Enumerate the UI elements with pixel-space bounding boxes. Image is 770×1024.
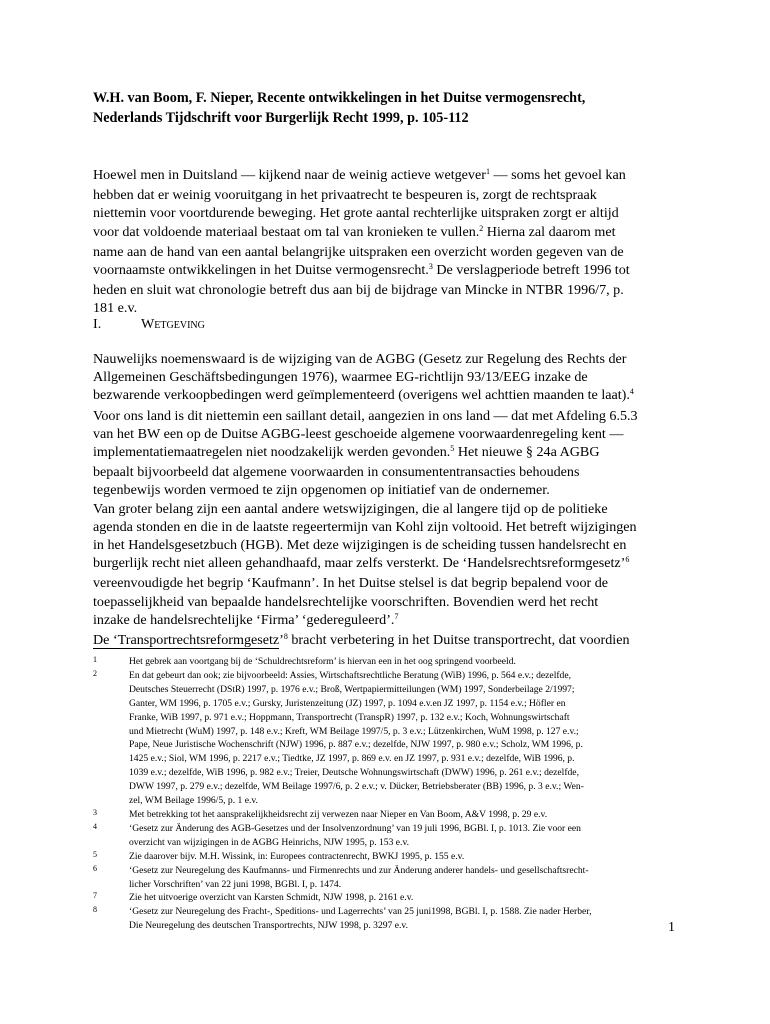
text-line	[93, 186, 693, 204]
footnote	[93, 808, 683, 822]
footnote-number: 8	[93, 905, 97, 915]
footnote-line: Zie daarover bijv. M.H. Wissink, in: Europees contractenrecht, BWKJ 1995, p. 155 e.v.	[129, 850, 465, 862]
footnote-line: zel, WM Beilage 1996/5, p. 1 e.v.	[129, 795, 258, 807]
footnote-text	[129, 822, 683, 850]
line-text-continued: Hierna zal daarom met	[483, 223, 616, 240]
footnote-reference[interactable]: 7	[394, 611, 399, 621]
text-line	[93, 425, 693, 443]
line-text-continued: — soms het gevoel kan	[489, 167, 626, 183]
footnote-line: Zie het uitvoerige overzicht van Karsten Schmidt, NJW 1998, p. 2161 e.v.	[129, 892, 414, 904]
line-text: niettemin voor voortdurende beweging. Het grote aantal rechterlijke uitspraken zorgt er altijd	[93, 205, 619, 222]
line-text: Hoewel men in Duitsland — kijkend naar de weinig actieve wetgever	[93, 167, 486, 183]
text-line	[93, 261, 693, 281]
footnote-line: Het gebrek aan voortgang bij de ‘Schuldrechtsreform’ is hiervan een in het oog springend voorbeeld.	[129, 656, 516, 667]
line-text: Nauwelijks noemenswaard is de wijziging van de AGBG (Gesetz zur Regelung des Rechts der	[93, 351, 627, 367]
line-text: toepasselijkheid van bepaalde handelsrechtelijke voorschriften. Bovendien werd het recht	[93, 593, 599, 610]
footnotes	[93, 655, 683, 933]
footnote-separator	[93, 648, 279, 649]
page-number: 1	[668, 920, 675, 935]
line-text: inzake de handelsrechtelijke ‘Firma’ ‘gedereguleerd’.	[93, 611, 395, 628]
footnote	[93, 905, 683, 933]
line-text: vereenvoudigde het begrip ‘Kaufmann’. In het Duitse stelsel is dat begrip bepalend voor de	[93, 575, 609, 592]
footnote-reference[interactable]: 5	[450, 444, 455, 454]
footnote-line: En dat gebeurt dan ook; zie bijvoorbeeld: Assies, Wirtschaftsrechtliche Beratung (WiB) 1996, p. 564 e.v.; dezelfde,	[129, 669, 572, 681]
footnote-line: licher Vorschriften’ van 22 juni 1998, BGBl. I, p. 1474.	[129, 878, 342, 890]
line-text: Voor ons land is dit niettemin een saillant detail, aangezien in ons land — dat met Afdeling 6.5.3	[93, 407, 638, 424]
footnote-line: 1039 e.v.; dezelfde, WiB 1996, p. 982 e.v.; Treier, Deutsche Wohnungswirtschaft (DWW) 1996, p. 261 e.v.; dezelfde,	[129, 767, 579, 779]
line-text-continued: De verslagperiode betreft 1996 tot	[432, 262, 630, 279]
text-line	[93, 593, 693, 611]
footnote-line: Pape, Neue Juristische Wochenschrift (NJW) 1996, p. 887 e.v.; dezelfde, NJW 1997, p. 980 e.v.; Scholz, WM 1996, p.	[129, 739, 583, 751]
footnote-text	[129, 669, 683, 808]
line-text: bepaalt bijvoorbeeld dat algemene voorwaarden in consumententransacties behoudens	[93, 464, 580, 481]
text-line	[93, 166, 693, 186]
footnote-line: ‘Gesetz zur Änderung des AGB-Gesetzes und der Insolvenzordnung’ van 19 juli 1996, BGBl. I, p. 1013. Zie voor een	[129, 822, 581, 834]
text-line	[93, 554, 693, 574]
section-body	[93, 350, 693, 651]
footnote-number: 1	[93, 655, 97, 664]
footnote-text	[129, 850, 683, 864]
title-line: Nederlands Tijdschrift voor Burgerlijk Recht 1999, p. 105-112	[93, 110, 469, 126]
footnote-line: Ganter, WM 1996, p. 1705 e.v.; Gursky, Juristenzeitung (JZ) 1997, p. 1094 e.v.en JZ 1997, p. 1154 e.v.; Höfler en	[129, 697, 566, 709]
text-line	[93, 281, 693, 299]
footnote-number: 7	[93, 891, 97, 901]
line-text: burgerlijk recht niet alleen gehandhaafd, maar zelfs versterkt. De ‘Handelsrechtsreformgesetz’	[93, 555, 626, 572]
line-text: 181 e.v.	[93, 300, 138, 317]
footnote-reference[interactable]: 8	[283, 632, 288, 642]
text-line	[93, 611, 693, 631]
line-text: heden en sluit wat chronologie betreft dus aan bij de bijdrage van Mincke in NTBR 1996/7, p.	[93, 282, 624, 299]
line-text: van het BW een op de Duitse AGBG-leest geschoeide algemene voorwaardenregeling kent —	[93, 425, 624, 442]
section-title: Wetgeving	[141, 316, 205, 332]
line-text: Van groter belang zijn een aantal andere wetswijzigingen, die al langere tijd op de politieke	[93, 500, 608, 517]
footnote-number: 3	[93, 807, 97, 817]
line-text-continued: Het nieuwe § 24a AGBG	[454, 444, 600, 461]
text-line	[93, 481, 693, 499]
footnote-text	[129, 655, 683, 669]
footnote-line: ‘Gesetz zur Neuregelung des Fracht-, Speditions- und Lagerrechts’ van 25 juni1998, BGBl. I, p. 1588. Zie nader Herber,	[129, 906, 592, 918]
title-line: W.H. van Boom, F. Nieper, Recente ontwikkelingen in het Duitse vermogensrecht,	[93, 90, 586, 106]
line-text: De ‘Transportrechtsreformgesetz’	[93, 632, 284, 649]
footnote-line: ‘Gesetz zur Neuregelung des Kaufmanns- und Firmenrechts und zur Änderung anderer handels- und gesellschaftsrecht-	[129, 864, 589, 876]
footnote-text	[129, 808, 683, 822]
footnote	[93, 669, 683, 808]
footnote-number: 5	[93, 849, 97, 859]
text-line	[93, 223, 693, 243]
footnote-reference[interactable]: 2	[479, 223, 484, 233]
footnote-reference[interactable]: 4	[629, 387, 634, 397]
footnote-text	[129, 864, 683, 892]
line-text: bezwarende verkoopbedingen werd geïmplementeerd (overigens wel achttien maanden te laat).	[93, 387, 630, 404]
footnote-line: Deutsches Steuerrecht (DStR) 1997, p. 1976 e.v.; Broß, Wertpapiermitteilungen (WM) 1997, Sonderbeilage 2/1997;	[129, 683, 575, 695]
text-line	[93, 350, 693, 368]
text-line	[93, 536, 693, 554]
footnote-line: DWW 1997, p. 279 e.v.; dezelfde, WM Beilage 1997/6, p. 2 e.v.; v. Dücker, Betriebsberater (BB) 1996, p. 3 e.v.; Wen-	[129, 781, 584, 793]
section-number: I.	[93, 316, 102, 332]
footnote	[93, 864, 683, 892]
intro-paragraph	[93, 166, 693, 318]
text-line	[93, 368, 693, 386]
text-line	[93, 574, 693, 592]
line-text: hebben dat er weinig vooruitgang in het privaatrecht te bespeuren is, zorgt de rechtspraak	[93, 187, 597, 204]
footnote-text	[129, 905, 683, 933]
line-text: name aan de hand van een aantal belangrijke uitspraken een overzicht worden gegeven van de	[93, 243, 624, 260]
text-line	[93, 243, 693, 261]
text-line	[93, 518, 693, 536]
footnote-line: 1425 e.v.; Siol, WM 1996, p. 2217 e.v.; Tiedtke, JZ 1997, p. 869 e.v. en JZ 1997, p. 931 e.v.; dezelfde, WiB 1996, p.	[129, 753, 575, 765]
text-line	[93, 204, 693, 222]
text-line	[93, 463, 693, 481]
footnote-line: overzicht van wijzigingen in de AGBG Heinrichs, NJW 1995, p. 153 e.v.	[129, 836, 410, 848]
text-line	[93, 386, 693, 406]
line-text-continued: bracht verbetering in het Duitse transportrecht, dat voordien	[287, 632, 630, 649]
footnote-reference[interactable]: 3	[428, 262, 433, 272]
line-text: in het Handelsgesetzbuch (HGB). Met deze wijzigingen is de scheiding tussen handelsrecht en	[93, 537, 627, 554]
footnote-number: 2	[93, 668, 97, 678]
footnote-line: Franke, WiB 1997, p. 971 e.v.; Hoppmann, Transportrecht (TranspR) 1997, p. 132 e.v.; Koch, Wohnungswirtschaft	[129, 711, 570, 723]
text-line	[93, 500, 693, 518]
text-line	[93, 299, 693, 317]
footnote-number: 4	[93, 821, 97, 831]
line-text: voor dat voldoende materiaal bestaat om tal van kronieken te vullen.	[93, 223, 480, 240]
footnote	[93, 655, 683, 669]
article-citation-title	[93, 88, 693, 128]
line-text: tegenbewijs worden vermoed te zijn opgenomen op initiatief van de ondernemer.	[93, 482, 550, 499]
footnote-reference[interactable]: 1	[485, 167, 490, 176]
footnote	[93, 822, 683, 850]
footnote-number: 6	[93, 863, 97, 873]
line-text: agenda stonden en die in de laatste regeertermijn van Kohl zijn voltooid. Het betreft wijzigingen	[93, 518, 637, 535]
footnote	[93, 891, 683, 905]
footnote-line: Die Neuregelung des deutschen Transportrechts, NJW 1998, p. 3297 e.v.	[129, 920, 408, 932]
footnote-text	[129, 891, 683, 905]
line-text: voornaamste ontwikkelingen in het Duitse vermogensrecht.	[93, 262, 429, 279]
footnote	[93, 850, 683, 864]
text-line	[93, 407, 693, 425]
line-text: implementatiemaatregelen niet noodzakelijk werden gevonden.	[93, 444, 451, 461]
line-text: Allgemeinen Geschäftsbedingungen 1976), waarmee EG-richtlijn 93/13/EEG inzake de	[93, 369, 588, 386]
footnote-reference[interactable]: 6	[625, 555, 630, 565]
footnote-line: Met betrekking tot het aansprakelijkheidsrecht zij verwezen naar Nieper en Van Boom, A&V 1998, p. 29 e.v.	[129, 808, 548, 820]
footnote-line: und Mietrecht (WuM) 1997, p. 148 e.v.; Kreft, WM Beilage 1997/5, p. 3 e.v.; Lützenkirchen, WuM 1998, p. 127 e.v.;	[129, 725, 579, 737]
text-line	[93, 443, 693, 463]
